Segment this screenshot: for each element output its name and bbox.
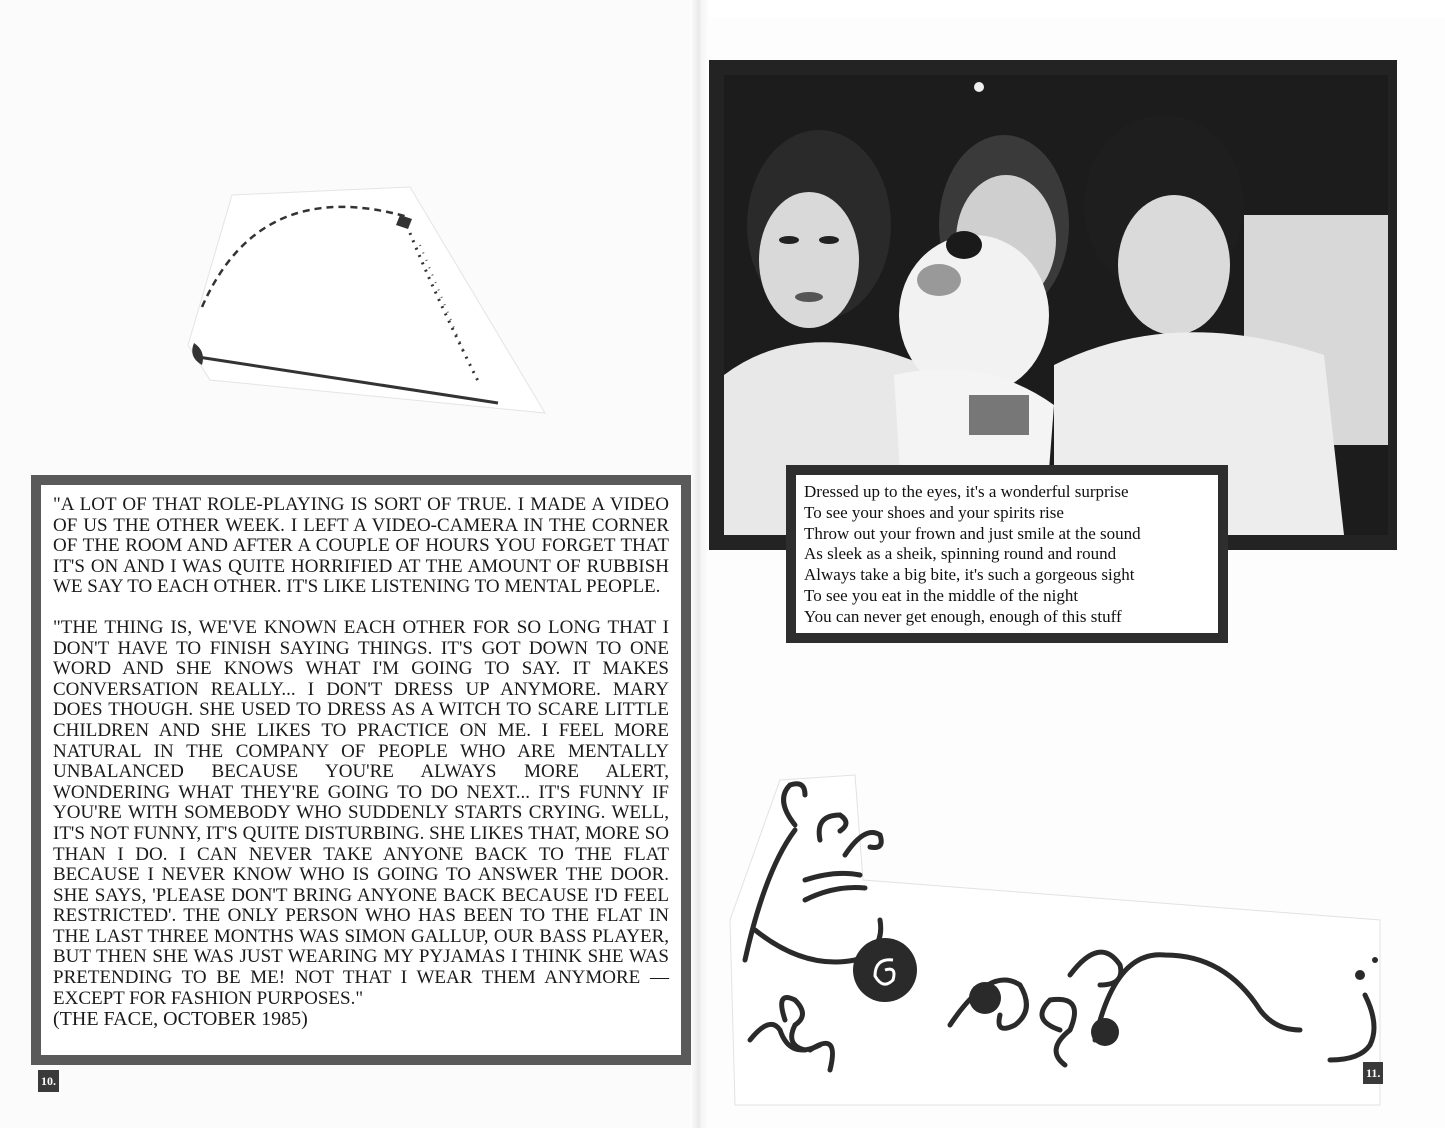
interview-quote-text: [41, 485, 681, 1055]
lyric-line: You can never get enough, enough of this stuff: [804, 606, 1122, 626]
spine-fold: [690, 0, 710, 1128]
lyric-line: As sleek as a sheik, spinning round and round: [804, 544, 1117, 564]
lyrics-box: [786, 465, 1228, 643]
interview-quote-box: [31, 475, 691, 1065]
lyric-line: To see your shoes and your spirits rise: [804, 502, 1064, 522]
lyric-line: To see you eat in the middle of the night: [804, 585, 1079, 605]
quote-paragraph-2: "THE THING IS, WE'VE KNOWN EACH OTHER FOR SO LONG THAT I DON'T HAVE TO FINISH SAYING THINGS. IT'S GOT DOWN TO ONE WORD AND SHE KNOWS WHAT I'M GOING TO SAY. IT MAKES CONVERSATION REALLY... I DON'T DRESS UP ANYMORE. MARY DOES THOUGH. SHE USED TO DRESS AS A WITCH TO SCARE LITTLE CHILDREN AND SHE LIKES TO PRACTICE ON ME. I FEEL MORE NATURAL IN THE COMPANY OF PEOPLE WHO ARE MENTALLY UNBALANCED BECAUSE YOU'RE ALWAYS MORE ALERT, WONDERING WHAT THEY'RE GOING TO DO NEXT... IT'S FUNNY IF YOU'RE WITH SOMEBODY WHO SUDDENLY STARTS CRYING. WELL, IT'S NOT FUNNY, IT'S QUITE DISTURBING. SHE LIKES THAT, MORE SO THAN I DO. I CAN NEVER TAKE ANYONE BACK TO THE FLAT BECAUSE I NEVER KNOW WHO IS GOING TO ANSWER THE DOOR. SHE SAYS, 'PLEASE DON'T BRING ANYONE BACK BECAUSE I'D FEEL RESTRICTED'. THE ONLY PERSON WHO HAS BEEN TO THE FLAT IN THE LAST THREE MONTHS WAS SIMON GALLUP, OUR BASS PLAYER, BUT THEN SHE WAS JUST WEARING MY PYJAMAS I THINK SHE WAS PRETENDING TO BE ME! NOT THAT I WEAR THEM ANYMORE — EXCEPT FOR FASHION PURPOSES.": [53, 616, 669, 1009]
page-number-left: 10.: [38, 1070, 59, 1092]
lyric-line: Dressed up to the eyes, it's a wonderful surprise: [804, 482, 1129, 501]
quote-paragraph-1: "A LOT OF THAT ROLE-PLAYING IS SORT OF TRUE. I MADE A VIDEO OF US THE OTHER WEEK. I LEFT A VIDEO-CAMERA IN THE CORNER OF THE ROOM AND AFTER A COUPLE OF HOURS YOU FORGET THAT IT'S ON AND I WAS QUITE HORRIFIED AT THE AMOUNT OF RUBBISH WE SAY TO EACH OTHER. IT'S LIKE LISTENING TO MENTAL PEOPLE.: [53, 494, 669, 598]
lyric-line: Always take a big bite, it's such a gorgeous sight: [804, 565, 1135, 585]
lyric-line: Throw out your frown and just smile at the sound: [804, 523, 1141, 543]
swirl-doodle-icon: [725, 770, 1395, 1110]
page-number-right: 11.: [1363, 1062, 1383, 1084]
quote-source: (THE FACE, OCTOBER 1985): [53, 1008, 308, 1031]
arc-doodle-icon: [180, 185, 550, 425]
lyrics-text: [796, 475, 1218, 633]
